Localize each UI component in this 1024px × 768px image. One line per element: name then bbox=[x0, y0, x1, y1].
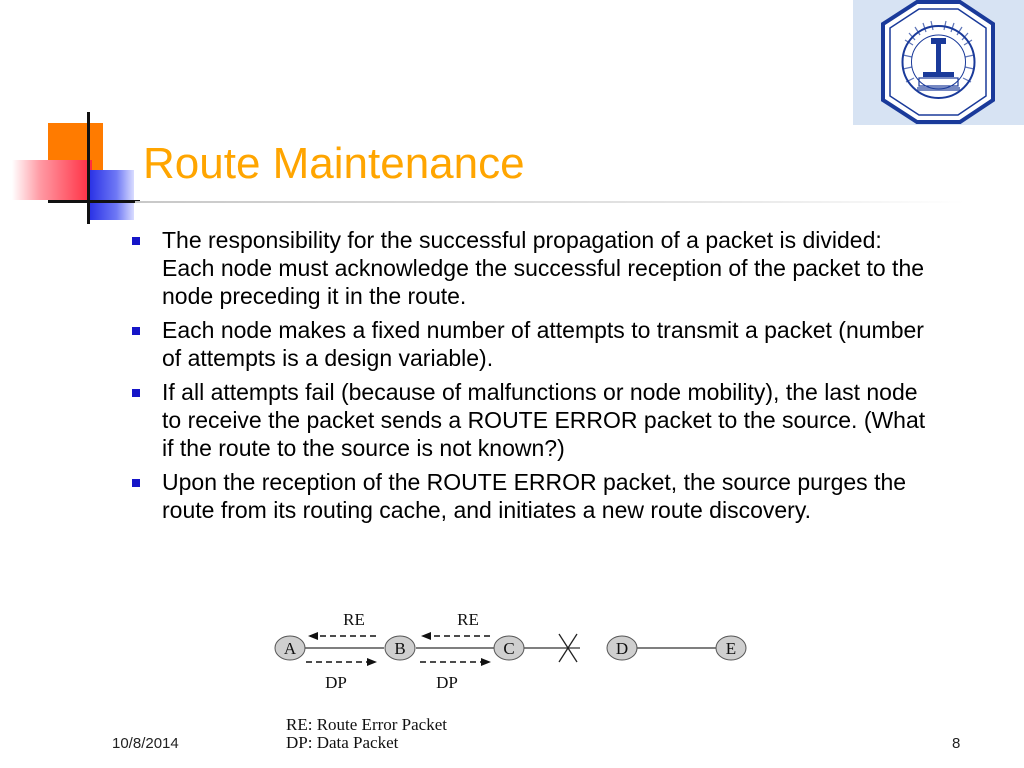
bullet-square-icon bbox=[132, 327, 140, 335]
dp-label: DP bbox=[325, 673, 347, 692]
dp-label: DP bbox=[436, 673, 458, 692]
legend-item: DP: Data Packet bbox=[286, 733, 399, 752]
footer-date: 10/8/2014 bbox=[112, 735, 179, 752]
legend-item: RE: Route Error Packet bbox=[286, 715, 447, 734]
diagram-legend bbox=[286, 716, 447, 752]
route-error-diagram bbox=[262, 605, 762, 697]
bullet-item bbox=[128, 226, 938, 310]
node-label: C bbox=[503, 639, 515, 658]
university-seal-icon bbox=[853, 0, 1024, 125]
decor-red-gradient bbox=[12, 160, 92, 200]
decor-blue-square bbox=[90, 170, 134, 220]
node-c bbox=[494, 636, 524, 660]
decor-vertical-line bbox=[87, 112, 90, 224]
bullet-item bbox=[128, 378, 938, 462]
bullet-square-icon bbox=[132, 479, 140, 487]
page-number: 8 bbox=[952, 735, 961, 752]
bullet-square-icon bbox=[132, 389, 140, 397]
node-label: A bbox=[283, 639, 297, 658]
bullet-square-icon bbox=[132, 237, 140, 245]
re-label: RE bbox=[343, 610, 365, 629]
slide-title: Route Maintenance bbox=[143, 139, 525, 188]
re-label: RE bbox=[457, 610, 479, 629]
decor-horizontal-line bbox=[48, 200, 140, 203]
node-label: D bbox=[615, 639, 629, 658]
node-e bbox=[716, 636, 746, 660]
bullet-item bbox=[128, 468, 938, 524]
node-a bbox=[275, 636, 305, 660]
university-logo bbox=[853, 0, 1024, 125]
node-label: B bbox=[394, 639, 406, 658]
bullet-text: Upon the reception of the ROUTE ERROR packet, the source purges the route from its routing cache, and initiates a new route discovery. bbox=[162, 469, 907, 523]
bullet-item bbox=[128, 316, 938, 372]
node-d bbox=[607, 636, 637, 660]
node-b bbox=[385, 636, 415, 660]
bullet-text: Each node makes a fixed number of attempts to transmit a packet (number of attempts is a design variable). bbox=[162, 317, 924, 371]
bullet-list bbox=[128, 226, 938, 530]
bullet-text: If all attempts fail (because of malfunctions or node mobility), the last node to receive the packet sends a ROUTE ERROR packet to the source. (What if the route to the source is not known?) bbox=[162, 379, 926, 461]
title-underline bbox=[135, 201, 965, 203]
node-label: E bbox=[725, 639, 737, 658]
bullet-text: The responsibility for the successful propagation of a packet is divided: Each node must acknowledge the successful reception of the packet to the node preceding it in the route. bbox=[162, 227, 925, 309]
